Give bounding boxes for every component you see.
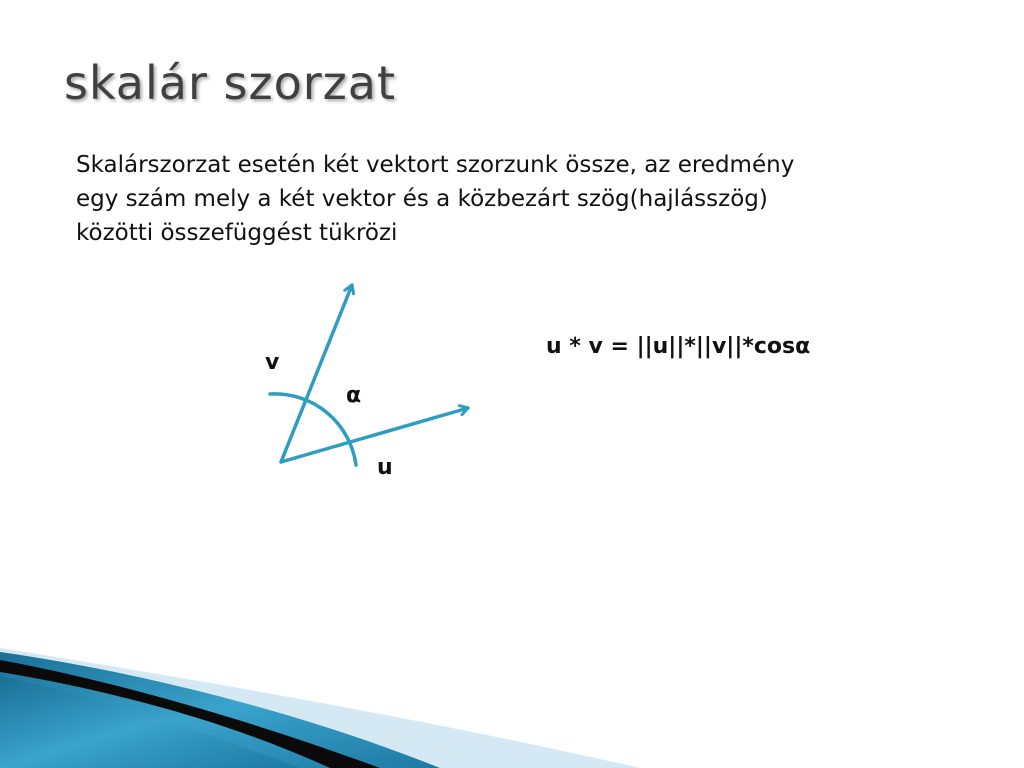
vector-v-arrow xyxy=(281,285,352,462)
vector-u-arrow xyxy=(281,408,468,462)
angle-alpha-label: α xyxy=(346,383,362,408)
dot-product-formula: u * v = ||u||*||v||*cosα xyxy=(546,334,811,359)
decorative-corner-swoosh xyxy=(0,640,1024,768)
body-text: Skalárszorzat esetén két vektort szorzunk össze, az eredmény egy szám mely a két vektor és a közbezárt szög(hajlásszög) közötti összefüggést tükrözi xyxy=(76,152,795,246)
vector-v-label: v xyxy=(265,350,280,375)
slide-title: skalár szorzat xyxy=(64,56,397,110)
vector-u-label: u xyxy=(377,455,393,480)
